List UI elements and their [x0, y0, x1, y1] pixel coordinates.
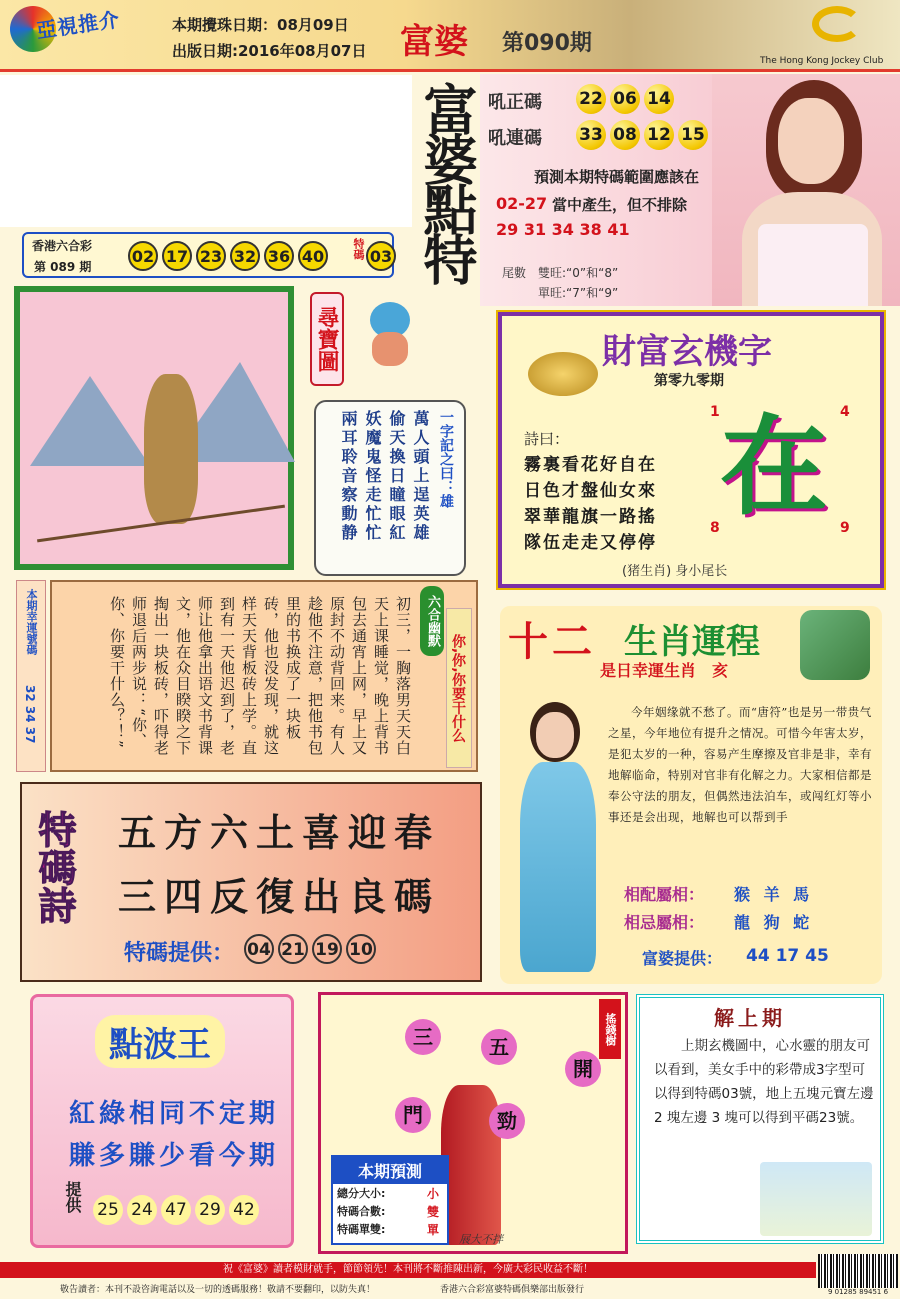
predict-panel	[480, 74, 900, 306]
wave-ball: 25	[93, 1195, 123, 1225]
wave-ball: 29	[195, 1195, 225, 1225]
poem-line: 翠華龍旗一路搖	[524, 507, 657, 527]
treasure-picture	[14, 286, 294, 570]
fortune-char: 在	[720, 405, 829, 530]
footer-note-left: 敬告讀者：本刊不設咨詢電話以及一切的透碼服務！敬請不要翻印，以防失真！	[60, 1285, 376, 1295]
forecast-box	[331, 1155, 449, 1245]
provide-values: 44 17 45	[746, 946, 829, 966]
header-title: 富婆	[400, 22, 468, 62]
scroll-line: 萬人頭上逞英雄	[411, 410, 430, 543]
last-issue: 第 089 期	[34, 260, 92, 274]
barcode-number: 9 01285 89451 6	[827, 1288, 889, 1296]
header-bar	[0, 0, 900, 72]
wave-ball: 24	[127, 1195, 157, 1225]
wave-ball: 47	[161, 1195, 191, 1225]
forecast-row-label: 特碼單雙:	[337, 1223, 386, 1236]
chain-ball: 08	[610, 120, 640, 150]
tree-char: 五	[481, 1029, 517, 1065]
publish-date: 出版日期:2016年08月07日	[172, 42, 367, 60]
straight-numbers	[576, 84, 678, 114]
wave-numbers	[93, 1195, 263, 1225]
scroll-title: 一字記之曰：雄	[438, 410, 454, 508]
tail-label: 尾數	[502, 266, 527, 280]
model-photo	[712, 74, 900, 306]
special-ball: 03	[366, 241, 396, 271]
label-straight: 吼正碼	[488, 92, 542, 113]
result-ball: 32	[230, 241, 260, 271]
poem-label: 特碼詩	[32, 810, 76, 924]
tree-char: 三	[405, 1019, 441, 1055]
poem-box	[20, 782, 482, 982]
predict-text2: 當中產生，但不排除	[552, 196, 688, 214]
label-chain: 吼連碼	[488, 128, 542, 149]
chain-ball: 15	[678, 120, 708, 150]
predict-range: 02-27	[496, 194, 548, 213]
chain-ball: 12	[644, 120, 674, 150]
lucky-box	[16, 580, 46, 772]
predict-text1: 預測本期特碼範圍應該在	[534, 168, 700, 186]
zodiac-subtitle: 是日幸運生肖 亥	[600, 661, 729, 680]
match-values: 猴 羊 馬	[734, 885, 814, 904]
money-tree-box	[318, 992, 628, 1254]
fortune-num: 8	[710, 520, 720, 536]
straight-ball: 06	[610, 84, 640, 114]
review-text: 上期玄機圖中，心水靈的朋友可以看到，美女手中的彩帶成3字型可以得到特碼03號，地上五塊元寶左邊 2 塊左邊 3 塊可以得到平碼23號。	[654, 1038, 874, 1126]
poem-provide-label: 特碼提供：	[124, 941, 235, 966]
joke-text: 初三，一胸落男天天白天上课睡觉，晚上背书包去通宵上网，早上又原封不动背回来。有人趁他不注意，把他书包里的书换成了一块板砖，他也没发现，就这样天天背板砖上学。直到有一天他迟到了，老师让他拿出语文书背课文，他在众目睽睽之下掏出一块板砖，吓得老师退后两步说：“你、你、你要干什么？！”	[108, 596, 412, 756]
result-ball: 36	[264, 241, 294, 271]
footer-banner: 祝《富婆》讀者模財就手，節節領先！本刊將不斷推陳出新，今廣大彩民收益不斷！	[0, 1262, 816, 1278]
poem-line: 日色才盤仙女來	[524, 481, 657, 501]
barcode-icon	[818, 1254, 898, 1288]
tree-char: 門	[395, 1097, 431, 1133]
wave-box	[30, 994, 294, 1248]
poem-line: 霧裏看花好自在	[524, 455, 657, 475]
last-result-box	[22, 232, 394, 278]
joke-box	[50, 580, 478, 772]
zodiac-title-a: 十二	[508, 619, 596, 665]
special-number-wrap	[366, 241, 396, 271]
tree-char: 開	[565, 1051, 601, 1087]
wave-line2: 賺多賺少看今期	[69, 1141, 280, 1171]
chain-ball: 33	[576, 120, 606, 150]
predict-extra: 29 31 34 38 41	[496, 220, 630, 239]
scroll-line: 妖魔鬼怪走忙忙	[363, 410, 382, 543]
scroll-line: 偷天換日瞳眼紅	[387, 410, 406, 543]
forecast-row-label: 特碼合數:	[337, 1205, 386, 1218]
review-box	[636, 994, 884, 1244]
blank-area	[0, 75, 412, 227]
fortune-word-box	[498, 312, 884, 588]
footer-note-right: 香港六合彩富婆特碼俱樂部出版發行	[440, 1285, 585, 1295]
poem-ball: 19	[312, 934, 342, 964]
forecast-title: 本期預測	[333, 1157, 447, 1184]
lucky-numbers: 32 34 37	[23, 685, 37, 744]
poem-numbers	[244, 934, 380, 964]
poem-ball: 21	[278, 934, 308, 964]
coins-icon	[528, 352, 598, 396]
avoid-values: 龍 狗 蛇	[734, 913, 814, 932]
fortune-num: 9	[840, 520, 850, 536]
lucky-label: 本期幸運號碼	[25, 589, 38, 655]
tree-signature: 展大不拌	[459, 1233, 503, 1246]
result-ball: 23	[196, 241, 226, 271]
issue-number: 第090期	[502, 31, 592, 56]
wave-ball: 42	[229, 1195, 259, 1225]
special-label: 特碼	[352, 238, 365, 260]
club-name: The Hong Kong Jockey Club	[760, 56, 884, 66]
poem-ball: 04	[244, 934, 274, 964]
avoid-label: 相忌屬相：	[624, 913, 705, 932]
result-ball: 40	[298, 241, 328, 271]
tree-label: 搖錢樹	[599, 999, 621, 1059]
scroll-poem	[314, 400, 466, 576]
joke-title: 你,你,你要干什么	[446, 608, 472, 768]
dancer-photo	[500, 692, 618, 982]
tree-char: 勁	[489, 1103, 525, 1139]
poem-line2: 三四反復出良碼	[118, 874, 441, 919]
straight-ball: 14	[644, 84, 674, 114]
forecast-row-label: 總分大小:	[337, 1187, 386, 1200]
treasure-label: 尋寶圖	[310, 292, 344, 386]
forecast-row-value: 單	[427, 1223, 440, 1237]
fortune-title: 財富玄機字	[602, 332, 772, 372]
cupid-icon	[356, 296, 420, 368]
forecast-row-value: 雙	[427, 1205, 440, 1219]
fortune-note: (猪生肖) 身小尾长	[622, 564, 728, 579]
wave-title: 點波王	[95, 1015, 225, 1068]
draw-date: 本期攪珠日期：08月09日	[172, 16, 349, 34]
result-ball: 17	[162, 241, 192, 271]
provide-label: 富婆提供：	[642, 949, 723, 968]
zodiac-title-b: 生肖運程	[624, 622, 760, 662]
tail-single: 單旺:“7”和“9”	[538, 286, 619, 300]
review-picture	[760, 1162, 872, 1236]
horseshoe-icon	[812, 6, 862, 42]
poem-line: 隊伍走走又停停	[524, 533, 657, 553]
money-icon	[800, 610, 870, 680]
bear-figure	[144, 374, 198, 524]
straight-ball: 22	[576, 84, 606, 114]
poem-line1: 五方六土喜迎春	[118, 810, 441, 855]
match-label: 相配屬相：	[624, 885, 705, 904]
last-numbers	[128, 241, 332, 271]
poem-ball: 10	[346, 934, 376, 964]
poem-label: 詩曰：	[524, 430, 570, 448]
logo-text: 亞視推介	[34, 7, 122, 43]
forecast-row-value: 小	[427, 1187, 440, 1201]
result-ball: 02	[128, 241, 158, 271]
wave-line1: 紅綠相同不定期	[69, 1099, 280, 1129]
fortune-num: 4	[840, 404, 850, 420]
fortune-num: 1	[710, 404, 720, 420]
scroll-line: 兩耳聆音察動静	[339, 410, 358, 543]
fortune-issue: 第零九零期	[654, 373, 724, 389]
lottery-name: 香港六合彩	[32, 239, 93, 253]
zodiac-text: 今年姻缘就不愁了。而“唐符”也是另一带贵气之星，今年地位有提升之情况。可惜今年害太岁，是犯太岁的一种，容易产生摩擦及官非是非，幸有地解临命，特别对官非有化解之力。大家相信都是奉公守法的朋友，但偶然违法泊车，或闯红灯等小事还是会出现，地解也可以帮到手	[608, 705, 872, 824]
review-title: 解上期	[714, 1006, 786, 1030]
tail-double: 雙旺:“0”和“8”	[538, 266, 619, 280]
joke-badge: 六合幽默	[420, 586, 444, 656]
chain-numbers	[576, 120, 712, 150]
wave-provide-label: 提供	[63, 1181, 82, 1213]
main-title: 富婆點特	[415, 82, 479, 282]
